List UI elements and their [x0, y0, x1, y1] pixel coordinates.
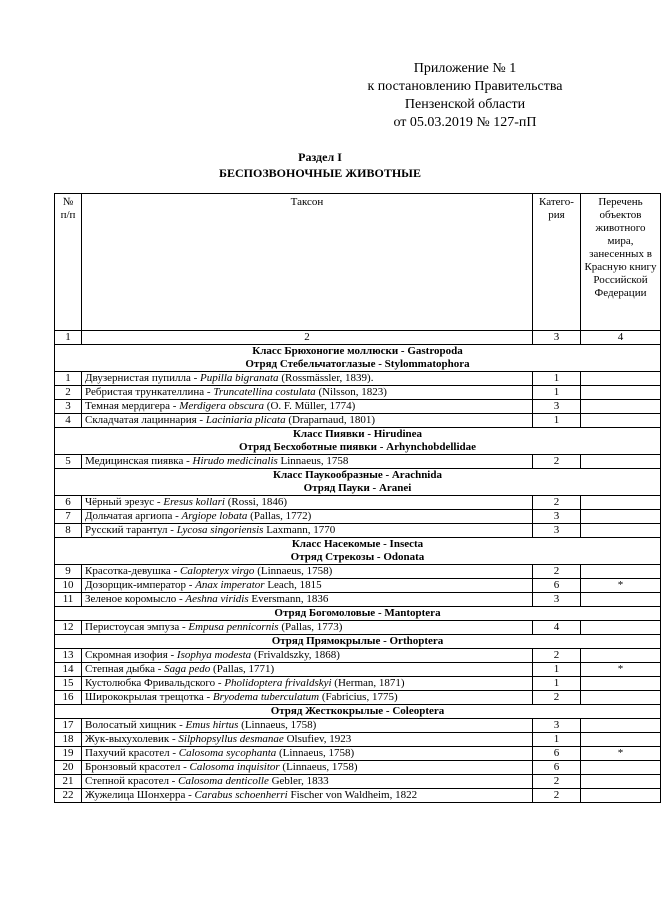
category-cell: 3: [533, 593, 581, 607]
row-number: 7: [55, 510, 82, 524]
rf-red-book-mark: [581, 733, 661, 747]
common-name: Двузернистая пупилла -: [85, 372, 201, 384]
table-row: [55, 663, 661, 677]
author-year: (Linnaeus, 1758): [276, 747, 355, 759]
rf-red-book-mark: [581, 496, 661, 510]
rf-red-book-mark: *: [581, 747, 661, 761]
order-label: Отряд Пауки - Aranei: [303, 482, 412, 494]
row-number: 19: [55, 747, 82, 761]
author-year: Linnaeus, 1758: [277, 455, 349, 467]
latin-name: Pupilla bigranata: [200, 372, 279, 384]
row-number: 13: [55, 649, 82, 663]
category-cell: 1: [533, 677, 581, 691]
rf-red-book-mark: [581, 372, 661, 386]
category-cell: 6: [533, 761, 581, 775]
latin-name: Pholidoptera frivaldskyi: [224, 677, 332, 689]
taxon-cell: [82, 733, 533, 747]
category-cell: 6: [533, 579, 581, 593]
row-number: 8: [55, 524, 82, 538]
author-year: Leach, 1815: [264, 579, 322, 591]
latin-name: Laciniaria plicata: [205, 414, 286, 426]
row-number: 4: [55, 414, 82, 428]
row-number: 14: [55, 663, 82, 677]
class-label: Класс Насекомые - Insecta: [291, 538, 424, 550]
rf-red-book-mark: [581, 400, 661, 414]
table-row: [55, 593, 661, 607]
author-year: (Fabricius, 1775): [319, 691, 398, 703]
table-row: [55, 719, 661, 733]
category-cell: 6: [533, 747, 581, 761]
common-name: Красотка-девушка -: [85, 565, 180, 577]
latin-name: Isophya modesta: [176, 649, 252, 661]
common-name: Кустолюбка Фривальдского -: [85, 677, 225, 689]
rf-red-book-mark: *: [581, 663, 661, 677]
group-cell: [55, 538, 661, 565]
order-label: Отряд Бесхоботные пиявки - Arhynchobdellidae: [238, 441, 476, 453]
class-label: Класс Брюхоногие моллюски - Gastropoda: [252, 345, 463, 357]
category-cell: 2: [533, 789, 581, 803]
rf-red-book-mark: [581, 761, 661, 775]
taxon-cell: [82, 524, 533, 538]
group-cell: [55, 345, 661, 372]
category-cell: 2: [533, 649, 581, 663]
row-number: 15: [55, 677, 82, 691]
group-cell: [55, 705, 661, 719]
category-cell: 1: [533, 733, 581, 747]
taxon-cell: [82, 775, 533, 789]
taxon-cell: [82, 496, 533, 510]
latin-name: Calosoma inquisitor: [189, 761, 280, 773]
author-year: (Linnaeus, 1758): [254, 565, 333, 577]
row-number: 12: [55, 621, 82, 635]
author-year: (Frivaldszky, 1868): [251, 649, 340, 661]
author-year: Laxmann, 1770: [263, 524, 336, 536]
latin-name: Bryodema tuberculatum: [212, 691, 320, 703]
table-row: [55, 579, 661, 593]
latin-name: Empusa pennicornis: [188, 621, 279, 633]
table-row: [55, 691, 661, 705]
author-year: Fischer von Waldheim, 1822: [287, 789, 418, 801]
table-row: [55, 386, 661, 400]
table-row: [55, 455, 661, 469]
taxon-group-header: [55, 428, 661, 455]
taxon-cell: [82, 593, 533, 607]
common-name: Ребристая трункателлина -: [85, 386, 214, 398]
row-number: 10: [55, 579, 82, 593]
taxon-group-header: [55, 635, 661, 649]
rf-red-book-mark: [581, 565, 661, 579]
taxon-cell: [82, 691, 533, 705]
category-cell: 1: [533, 414, 581, 428]
taxon-group-header: [55, 705, 661, 719]
rf-red-book-mark: [581, 593, 661, 607]
common-name: Темная мердигера -: [85, 400, 180, 412]
order-label: Отряд Богомоловые - Mantoptera: [274, 607, 441, 619]
category-cell: 1: [533, 386, 581, 400]
taxon-group-header: [55, 538, 661, 565]
rf-red-book-mark: [581, 621, 661, 635]
latin-name: Truncatellina costulata: [213, 386, 316, 398]
order-label: Отряд Прямокрылые - Orthoptera: [271, 635, 444, 647]
section-title: Раздел I: [298, 150, 342, 164]
common-name: Степной красотел -: [85, 775, 179, 787]
table-row: [55, 789, 661, 803]
table-row: [55, 649, 661, 663]
category-cell: 2: [533, 565, 581, 579]
common-name: Ширококрылая трещотка -: [85, 691, 213, 703]
rf-red-book-mark: [581, 691, 661, 705]
row-number: 5: [55, 455, 82, 469]
appendix-region: Пензенской области: [404, 97, 526, 112]
taxon-group-header: [55, 469, 661, 496]
taxon-cell: [82, 677, 533, 691]
category-cell: 2: [533, 691, 581, 705]
category-cell: 1: [533, 372, 581, 386]
taxon-cell: [82, 510, 533, 524]
common-name: Перистоусая эмпуза -: [85, 621, 189, 633]
header-rf-list: Перечень объектов животного мира, занесенных в Красную книгу Российской Федерации: [581, 194, 661, 331]
row-number: 1: [55, 372, 82, 386]
latin-name: Emus hirtus: [185, 719, 239, 731]
taxon-cell: [82, 372, 533, 386]
latin-name: Argiope lobata: [181, 510, 248, 522]
taxon-cell: [82, 761, 533, 775]
group-cell: [55, 635, 661, 649]
latin-name: Lycosa singoriensis: [176, 524, 264, 536]
common-name: Русский тарантул -: [85, 524, 177, 536]
common-name: Скромная изофия -: [85, 649, 177, 661]
common-name: Медицинская пиявка -: [85, 455, 193, 467]
author-year: (Rossmässler, 1839).: [278, 372, 374, 384]
table-row: [55, 621, 661, 635]
column-number: 2: [82, 331, 533, 345]
appendix-title: Приложение № 1: [413, 61, 517, 76]
column-number: 1: [55, 331, 82, 345]
category-cell: 2: [533, 455, 581, 469]
category-cell: 4: [533, 621, 581, 635]
taxon-group-header: [55, 607, 661, 621]
header-number: № п/п: [55, 194, 82, 331]
latin-name: Merdigera obscura: [179, 400, 265, 412]
taxon-cell: [82, 579, 533, 593]
group-cell: [55, 428, 661, 455]
order-label: Отряд Жесткокрылые - Coleoptera: [270, 705, 445, 717]
common-name: Степная дыбка -: [85, 663, 165, 675]
taxon-cell: [82, 455, 533, 469]
appendix-decree: к постановлению Правительства: [367, 79, 563, 94]
rf-red-book-mark: [581, 524, 661, 538]
common-name: Складчатая лациннария -: [85, 414, 206, 426]
row-number: 16: [55, 691, 82, 705]
rf-red-book-mark: [581, 719, 661, 733]
author-year: (Linnaeus, 1758): [238, 719, 317, 731]
row-number: 2: [55, 386, 82, 400]
taxon-cell: [82, 400, 533, 414]
group-cell: [55, 469, 661, 496]
table-row: [55, 372, 661, 386]
author-year: (Rossi, 1846): [224, 496, 287, 508]
header-category: Катего-рия: [533, 194, 581, 331]
group-cell: [55, 607, 661, 621]
rf-red-book-mark: *: [581, 579, 661, 593]
table-row: [55, 510, 661, 524]
author-year: (Pallas, 1772): [247, 510, 312, 522]
table-row: [55, 524, 661, 538]
taxon-cell: [82, 565, 533, 579]
table-row: [55, 400, 661, 414]
order-label: Отряд Стебельчатоглазые - Stylommatophora: [245, 358, 470, 370]
author-year: (O. F. Müller, 1774): [264, 400, 356, 412]
taxon-cell: [82, 621, 533, 635]
rf-red-book-mark: [581, 649, 661, 663]
author-year: Gebler, 1833: [268, 775, 329, 787]
taxa-table: [54, 193, 661, 803]
taxon-cell: [82, 789, 533, 803]
rf-red-book-mark: [581, 386, 661, 400]
author-year: (Linnaeus, 1758): [279, 761, 358, 773]
taxon-cell: [82, 719, 533, 733]
taxon-cell: [82, 663, 533, 677]
rf-red-book-mark: [581, 510, 661, 524]
table-row: [55, 565, 661, 579]
rf-red-book-mark: [581, 677, 661, 691]
common-name: Жук-выхухолевик -: [85, 733, 179, 745]
appendix-date: от 05.03.2019 № 127-пП: [393, 115, 537, 130]
class-label: Класс Пиявки - Hirudinea: [292, 428, 423, 440]
common-name: Чёрный эрезус -: [85, 496, 164, 508]
table-row: [55, 775, 661, 789]
category-cell: 1: [533, 663, 581, 677]
class-label: Класс Паукообразные - Arachnida: [273, 469, 442, 481]
author-year: (Pallas, 1771): [210, 663, 275, 675]
taxon-cell: [82, 747, 533, 761]
author-year: (Nilsson, 1823): [315, 386, 387, 398]
row-number: 6: [55, 496, 82, 510]
category-cell: 2: [533, 775, 581, 789]
category-cell: 3: [533, 400, 581, 414]
rf-red-book-mark: [581, 414, 661, 428]
row-number: 17: [55, 719, 82, 733]
row-number: 9: [55, 565, 82, 579]
common-name: Волосатый хищник -: [85, 719, 186, 731]
order-label: Отряд Стрекозы - Odonata: [290, 551, 425, 563]
column-numbers-row: [55, 331, 661, 345]
author-year: Eversmann, 1836: [248, 593, 329, 605]
taxon-cell: [82, 386, 533, 400]
table-row: [55, 747, 661, 761]
row-number: 22: [55, 789, 82, 803]
common-name: Дольчатая аргиопа -: [85, 510, 182, 522]
table-header-row: [55, 194, 661, 331]
common-name: Пахучий красотел -: [85, 747, 179, 759]
latin-name: Calosoma sycophanta: [178, 747, 277, 759]
column-number: 3: [533, 331, 581, 345]
author-year: Olsufiev, 1923: [283, 733, 352, 745]
row-number: 3: [55, 400, 82, 414]
row-number: 18: [55, 733, 82, 747]
category-cell: 3: [533, 524, 581, 538]
section-subtitle: БЕСПОЗВОНОЧНЫЕ ЖИВОТНЫЕ: [219, 166, 421, 180]
section-heading: [0, 149, 640, 181]
row-number: 11: [55, 593, 82, 607]
table-row: [55, 496, 661, 510]
latin-name: Eresus kollari: [163, 496, 225, 508]
common-name: Жужелица Шонхерра -: [85, 789, 195, 801]
row-number: 21: [55, 775, 82, 789]
latin-name: Calosoma denticolle: [178, 775, 269, 787]
latin-name: Carabus schoenherri: [194, 789, 288, 801]
rf-red-book-mark: [581, 789, 661, 803]
table-row: [55, 677, 661, 691]
latin-name: Anax imperator: [195, 579, 265, 591]
latin-name: Calopteryx virgo: [179, 565, 255, 577]
common-name: Бронзовый красотел -: [85, 761, 190, 773]
common-name: Дозорщик-император -: [85, 579, 196, 591]
taxon-cell: [82, 414, 533, 428]
column-number: 4: [581, 331, 661, 345]
appendix-reference: [340, 60, 590, 132]
latin-name: Saga pedo: [164, 663, 211, 675]
author-year: (Pallas, 1773): [278, 621, 343, 633]
rf-red-book-mark: [581, 455, 661, 469]
header-taxon: Таксон: [82, 194, 533, 331]
latin-name: Aeshna viridis: [185, 593, 249, 605]
table-row: [55, 761, 661, 775]
table-row: [55, 733, 661, 747]
taxon-group-header: [55, 345, 661, 372]
latin-name: Hirudo medicinalis: [192, 455, 278, 467]
latin-name: Silphopsyllus desmanae: [178, 733, 284, 745]
author-year: (Herman, 1871): [331, 677, 405, 689]
common-name: Зеленое коромысло -: [85, 593, 186, 605]
taxon-cell: [82, 649, 533, 663]
row-number: 20: [55, 761, 82, 775]
author-year: (Draparnaud, 1801): [285, 414, 376, 426]
category-cell: 3: [533, 719, 581, 733]
table-row: [55, 414, 661, 428]
category-cell: 2: [533, 496, 581, 510]
rf-red-book-mark: [581, 775, 661, 789]
category-cell: 3: [533, 510, 581, 524]
